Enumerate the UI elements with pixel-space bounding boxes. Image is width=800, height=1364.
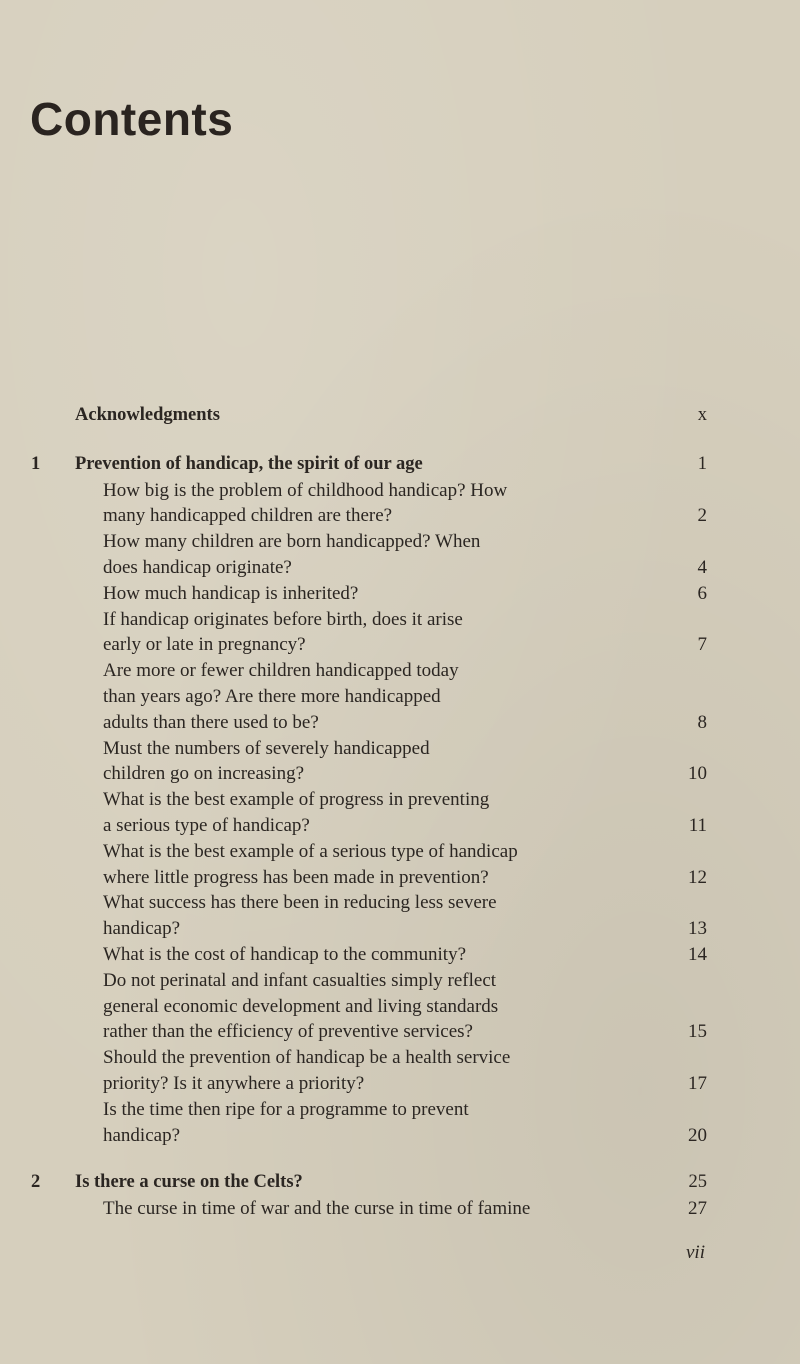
toc-section[interactable] [0,839,800,891]
toc-page-number: 10 [688,763,707,785]
toc-page-number: 15 [688,1021,707,1043]
chapter-number: 2 [31,1172,41,1193]
toc-section[interactable] [0,607,800,659]
toc-page-number: x [697,405,707,425]
toc-page-number: 6 [697,582,707,604]
toc-section[interactable] [0,942,800,968]
section-title-line: many handicapped children are there? [103,505,393,527]
chapter-number: 1 [31,453,41,474]
section-title-line: a serious type of handicap? [103,814,310,836]
page-title: Contents [30,93,234,145]
toc-section[interactable] [0,581,800,607]
section-title-line: priority? Is it anywhere a priority? [103,1072,365,1094]
toc-section[interactable] [0,1045,800,1097]
toc-page-number: 1 [697,453,707,474]
toc-chapter-1[interactable] [0,452,800,478]
toc-page-number: 25 [688,1172,707,1193]
toc-section[interactable] [0,658,800,735]
toc-section[interactable] [0,787,800,839]
toc-section[interactable] [0,1196,800,1222]
section-title-line: If handicap originates before birth, does it arise [103,608,463,630]
section-title-line: Is the time then ripe for a programme to prevent [103,1098,469,1120]
section-title-line: handicap? [103,1124,181,1146]
section-title-line: What is the cost of handicap to the community? [103,943,467,965]
section-title-line: adults than there used to be? [103,711,319,733]
toc-page-number: 20 [688,1124,707,1146]
section-title-line: How many children are born handicapped? When [103,531,481,553]
toc-page-number: 14 [688,943,707,965]
toc-section[interactable] [0,736,800,788]
toc-page-number: 11 [688,814,707,836]
toc-entry-acknowledgments[interactable] [0,403,800,429]
toc-page-number: 4 [697,556,707,578]
section-title-line: What is the best example of progress in preventing [103,789,490,811]
toc-section[interactable] [0,478,800,530]
section-title-line: handicap? [103,918,181,940]
toc-section[interactable] [0,890,800,942]
toc-page-number: 8 [697,711,707,733]
chapter-title: Is there a curse on the Celts? [75,1172,303,1193]
toc-entry-label: Acknowledgments [75,405,220,425]
section-title-line: How big is the problem of childhood handicap? How [103,479,508,501]
section-title-line: than years ago? Are there more handicapped [103,685,441,707]
page-folio: vii [686,1242,705,1263]
toc-section[interactable] [0,529,800,581]
section-title-line: where little progress has been made in prevention? [103,866,489,888]
section-title-line: Should the prevention of handicap be a health service [103,1047,511,1069]
section-title-line: children go on increasing? [103,763,305,785]
toc-chapter-2[interactable] [0,1170,800,1196]
section-title-line: Are more or fewer children handicapped today [103,660,459,682]
toc-section[interactable] [0,968,800,1045]
section-title-line: does handicap originate? [103,556,292,578]
section-title-line: rather than the efficiency of preventive services? [103,1021,473,1043]
toc-page-number: 7 [697,634,707,656]
section-title-line: What is the best example of a serious type of handicap [103,840,518,862]
toc-page-number: 13 [688,918,707,940]
chapter-title: Prevention of handicap, the spirit of our age [75,453,423,474]
section-title-line: Must the numbers of severely handicapped [103,737,430,759]
section-title-line: general economic development and living standards [103,995,499,1017]
toc-page-number: 2 [697,505,707,527]
section-title-line: What success has there been in reducing less severe [103,892,497,914]
table-of-contents [0,403,800,1222]
toc-page-number: 12 [688,866,707,888]
toc-section[interactable] [0,1097,800,1149]
section-title-line: How much handicap is inherited? [103,582,359,604]
section-title-line: The curse in time of war and the curse in time of famine [103,1198,531,1220]
toc-page-number: 27 [688,1198,707,1220]
section-title-line: Do not perinatal and infant casualties simply reflect [103,969,497,991]
section-title-line: early or late in pregnancy? [103,634,306,656]
toc-page-number: 17 [688,1072,707,1094]
